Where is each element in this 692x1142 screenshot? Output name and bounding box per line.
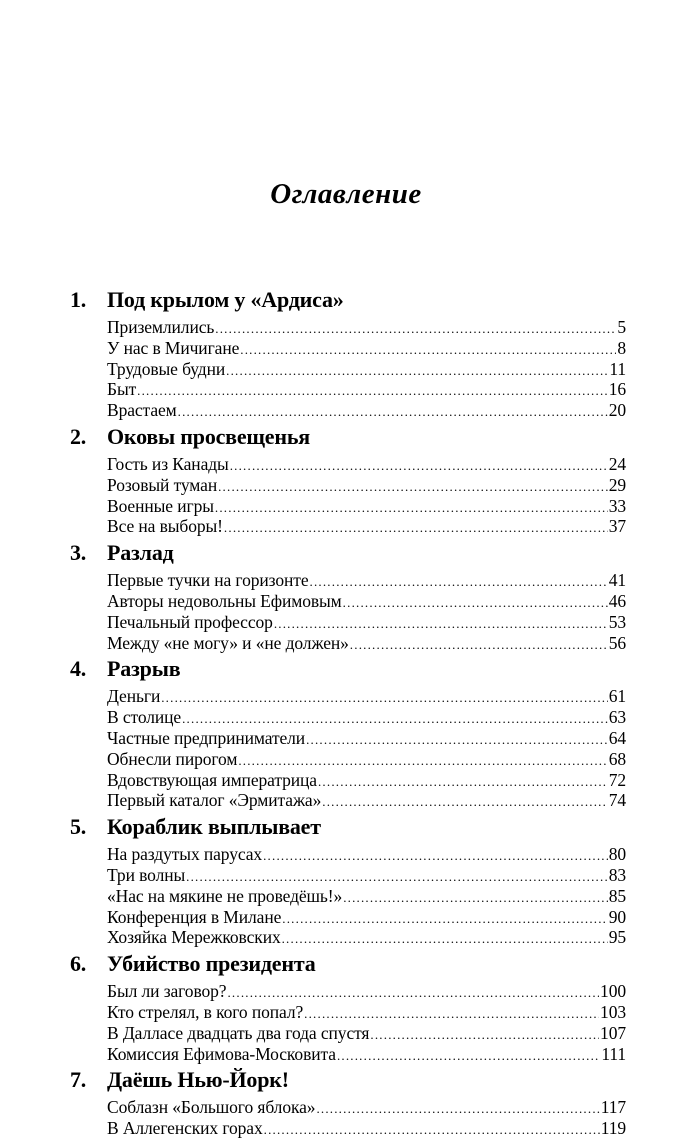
entry-page-number: 64 — [608, 727, 626, 748]
entry-title: Все на выборы! — [107, 516, 223, 537]
chapter-number: 6. — [70, 951, 87, 977]
entry-title: Был ли заговор? — [107, 981, 227, 1002]
dot-leader — [226, 361, 608, 382]
toc-entry[interactable] — [107, 927, 626, 948]
chapter-section — [70, 951, 626, 1067]
dot-leader — [306, 730, 608, 751]
entry-page-number: 56 — [608, 632, 626, 653]
entry-page-number: 107 — [600, 1022, 626, 1043]
entry-title: Соблазн «Большого яблока» — [107, 1097, 316, 1118]
toc-entry[interactable] — [107, 612, 626, 633]
dot-leader — [218, 477, 608, 498]
toc-entry[interactable] — [107, 907, 626, 928]
entry-page-number: 61 — [608, 686, 626, 707]
entry-page-number: 46 — [608, 590, 626, 611]
entry-page-number: 29 — [608, 474, 626, 495]
chapter-heading[interactable] — [70, 424, 626, 451]
dot-leader — [343, 888, 608, 909]
entry-title: Розовый туман — [107, 474, 218, 495]
entry-page-number: 83 — [608, 864, 626, 885]
entry-title: Конференция в Милане — [107, 906, 282, 927]
toc-entry[interactable] — [107, 475, 626, 496]
toc-entry[interactable] — [107, 317, 626, 338]
entry-title: Кто стрелял, в кого попал? — [107, 1001, 304, 1022]
entry-title: Печальный профессор — [107, 611, 273, 632]
entry-title: Вдовствующая императрица — [107, 769, 317, 790]
chapter-heading[interactable] — [70, 951, 626, 978]
dot-leader — [215, 498, 608, 519]
entry-list — [70, 314, 626, 424]
page-title: Оглавление — [270, 178, 422, 210]
entry-title: Комиссия Ефимова-Московита — [107, 1043, 336, 1064]
chapter-section — [70, 1067, 626, 1142]
entry-page-number: 117 — [600, 1097, 626, 1118]
toc-entry[interactable] — [107, 749, 626, 770]
chapter-number: 4. — [70, 656, 87, 682]
entry-page-number: 111 — [601, 1043, 626, 1064]
toc-entry[interactable] — [107, 844, 626, 865]
entry-title: Быт — [107, 379, 137, 400]
entry-title: В Аллегенских горах — [107, 1118, 263, 1139]
entry-page-number: 119 — [600, 1118, 626, 1139]
toc-entry[interactable] — [107, 570, 626, 591]
chapter-heading[interactable] — [70, 1067, 626, 1094]
entry-title: На раздутых парусах — [107, 844, 263, 865]
entry-title: Трудовые будни — [107, 358, 226, 379]
toc-entry[interactable] — [107, 686, 626, 707]
entry-title: Между «не могу» и «не должен» — [107, 632, 349, 653]
toc-entry[interactable] — [107, 886, 626, 907]
entry-title: В столице — [107, 707, 182, 728]
dot-leader — [322, 792, 607, 813]
entry-page-number: 100 — [600, 981, 626, 1002]
toc-entry[interactable] — [107, 516, 626, 537]
entry-page-number: 20 — [608, 400, 626, 421]
toc-entry[interactable] — [107, 790, 626, 811]
dot-leader — [264, 1120, 600, 1141]
entry-title: Авторы недовольны Ефимовым — [107, 590, 342, 611]
entry-title: Гость из Канады — [107, 453, 229, 474]
entry-title: Деньги — [107, 686, 161, 707]
dot-leader — [182, 709, 608, 730]
entry-page-number: 33 — [608, 495, 626, 516]
chapter-title: Разлад — [107, 540, 174, 566]
toc-entry[interactable] — [107, 728, 626, 749]
entry-page-number: 95 — [608, 927, 626, 948]
chapter-heading[interactable] — [70, 656, 626, 683]
entry-title: Первые тучки на горизонте — [107, 570, 309, 591]
dot-leader — [310, 572, 608, 593]
entry-title: Обнесли пирогом — [107, 748, 238, 769]
toc-entry[interactable] — [107, 338, 626, 359]
entry-page-number: 5 — [617, 317, 626, 337]
chapter-heading[interactable] — [70, 540, 626, 567]
dot-leader — [304, 1004, 599, 1025]
dot-leader — [370, 1025, 599, 1046]
entry-title: Врастаем — [107, 400, 177, 421]
chapter-number: 3. — [70, 540, 87, 566]
entry-page-number: 68 — [608, 748, 626, 769]
entry-page-number: 24 — [608, 453, 626, 474]
dot-leader — [227, 983, 599, 1004]
toc-entry[interactable] — [107, 359, 626, 380]
chapter-heading[interactable] — [70, 287, 626, 314]
dot-leader — [350, 635, 608, 656]
toc-entry[interactable] — [107, 633, 626, 654]
chapter-section — [70, 287, 626, 424]
entry-title: Приземлились — [107, 317, 215, 337]
entry-title: У нас в Мичигане — [107, 337, 240, 358]
entry-page-number: 74 — [608, 790, 626, 811]
entry-page-number: 90 — [608, 906, 626, 927]
entry-list — [70, 683, 626, 814]
dot-leader — [215, 319, 616, 340]
chapter-title: Под крылом у «Ардиса» — [107, 287, 344, 312]
chapter-heading[interactable] — [70, 814, 626, 841]
toc-entry[interactable] — [107, 865, 626, 886]
entry-title: Три волны — [107, 864, 186, 885]
entry-page-number: 53 — [608, 611, 626, 632]
toc-entry[interactable] — [107, 770, 626, 791]
chapter-title: Даёшь Нью-Йорк! — [107, 1067, 289, 1093]
dot-leader — [337, 1046, 600, 1067]
chapter-number: 2. — [70, 423, 87, 449]
dot-leader — [161, 688, 607, 709]
chapter-section — [70, 656, 626, 814]
entry-title: Частные предприниматели — [107, 727, 306, 748]
toc-entry[interactable] — [107, 400, 626, 421]
chapter-title: Убийство президента — [107, 951, 316, 977]
entry-page-number: 16 — [608, 379, 626, 400]
chapter-title: Разрыв — [107, 656, 181, 682]
table-of-contents — [70, 287, 626, 1142]
chapter-section — [70, 814, 626, 951]
entry-page-number: 72 — [608, 769, 626, 790]
chapter-section — [70, 540, 626, 656]
dot-leader — [224, 518, 608, 539]
dot-leader — [274, 614, 608, 635]
entry-page-number: 85 — [608, 885, 626, 906]
entry-page-number: 63 — [608, 707, 626, 728]
toc-entry[interactable] — [107, 591, 626, 612]
dot-leader — [282, 909, 607, 930]
entry-list — [70, 451, 626, 540]
dot-leader — [263, 846, 608, 867]
dot-leader — [238, 751, 607, 772]
dot-leader — [282, 929, 608, 950]
chapter-title: Оковы просвещенья — [107, 423, 310, 449]
entry-title: В Далласе двадцать два года спустя — [107, 1022, 370, 1043]
dot-leader — [230, 456, 608, 477]
dot-leader — [186, 867, 608, 888]
entry-list — [70, 567, 626, 656]
chapter-number: 7. — [70, 1067, 87, 1093]
entry-page-number: 37 — [608, 516, 626, 537]
entry-list — [70, 841, 626, 951]
toc-entry[interactable] — [107, 1118, 626, 1139]
toc-entry[interactable] — [107, 707, 626, 728]
dot-leader — [178, 402, 608, 423]
dot-leader — [240, 340, 616, 361]
toc-entry[interactable] — [107, 496, 626, 517]
chapter-section — [70, 424, 626, 540]
dot-leader — [343, 593, 608, 614]
toc-entry[interactable] — [107, 1002, 626, 1023]
entry-title: Военные игры — [107, 495, 214, 516]
dot-leader — [137, 381, 608, 402]
entry-page-number: 103 — [600, 1001, 626, 1022]
entry-page-number: 11 — [609, 358, 626, 379]
toc-entry[interactable] — [107, 1023, 626, 1044]
toc-entry[interactable] — [107, 1044, 626, 1065]
entry-title: Первый каталог «Эрмитажа» — [107, 790, 322, 811]
chapter-number: 1. — [70, 287, 87, 312]
dot-leader — [318, 772, 608, 793]
toc-entry[interactable] — [107, 1097, 626, 1118]
entry-title: Хозяйка Мережковских — [107, 927, 281, 948]
toc-entry[interactable] — [107, 981, 626, 1002]
entry-page-number: 8 — [617, 337, 626, 358]
toc-entry[interactable] — [107, 379, 626, 400]
entry-page-number: 80 — [608, 844, 626, 865]
dot-leader — [316, 1099, 599, 1120]
entry-page-number: 41 — [608, 570, 626, 591]
chapter-number: 5. — [70, 814, 87, 840]
entry-title: «Нас на мякине не проведёшь!» — [107, 885, 343, 906]
entry-list — [70, 978, 626, 1067]
toc-entry[interactable] — [107, 454, 626, 475]
chapter-title: Кораблик выплывает — [107, 814, 321, 840]
entry-list — [70, 1094, 626, 1142]
